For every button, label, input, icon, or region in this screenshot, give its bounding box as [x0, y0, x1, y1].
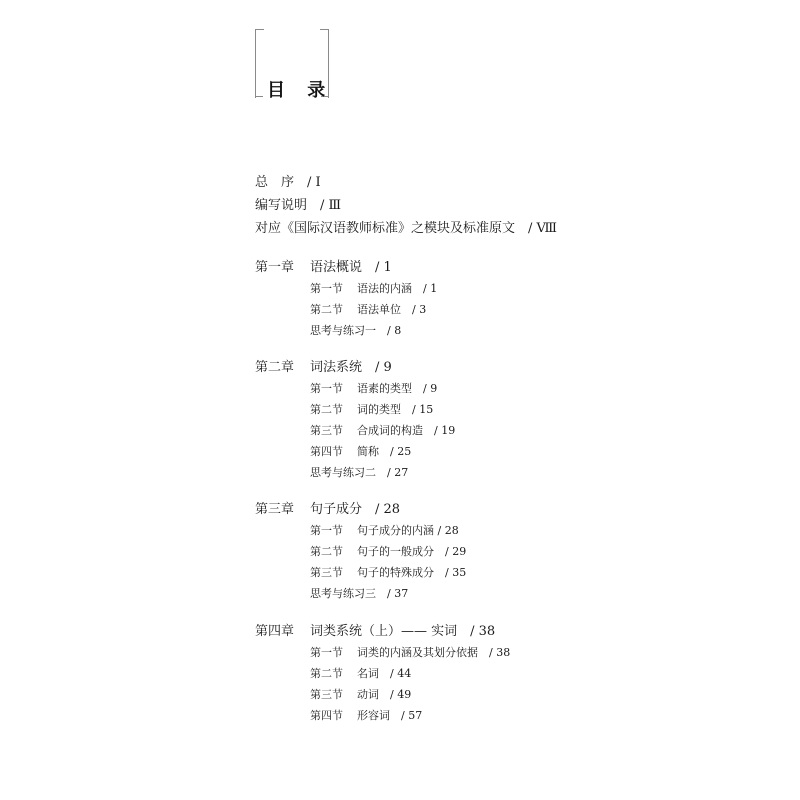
section-entry[interactable]: [310, 546, 466, 557]
section-number: 第三节: [310, 424, 343, 437]
section-number: 第三节: [310, 566, 343, 579]
page-title: 目 录: [267, 80, 334, 101]
section-title: 句子成分的内涵 / 28: [357, 524, 459, 537]
section-number: 第二节: [310, 667, 343, 680]
frame-corner-bottom-left: [255, 96, 263, 97]
section-title: 思考与练习三 / 37: [310, 587, 409, 600]
section-title: 句子的特殊成分 / 35: [357, 566, 467, 579]
section-title: 动词 / 49: [357, 688, 412, 701]
section-title: 词类的内涵及其划分依据 / 38: [357, 646, 511, 659]
section-title: 合成词的构造 / 19: [357, 424, 456, 437]
section-entry[interactable]: [310, 710, 422, 721]
chapter-title: 句子成分 / 28: [310, 502, 401, 517]
front-matter-editorial-notes[interactable]: 编写说明 / Ⅲ: [255, 198, 342, 213]
section-title: 思考与练习二 / 27: [310, 466, 409, 479]
chapter-title: 语法概说 / 1: [310, 260, 392, 275]
section-number: 第二节: [310, 403, 343, 416]
exercise-entry[interactable]: [310, 588, 408, 599]
section-title: 简称 / 25: [357, 445, 412, 458]
section-title: 词的类型 / 15: [357, 403, 434, 416]
exercise-entry[interactable]: [310, 325, 401, 336]
section-entry[interactable]: [310, 647, 510, 658]
section-number: 第三节: [310, 688, 343, 701]
front-matter-standards-mapping[interactable]: 对应《国际汉语教师标准》之模块及标准原文 / Ⅷ: [255, 221, 557, 236]
chapter-title: 词类系统（上）—— 实词 / 38: [310, 624, 496, 639]
section-title: 语法单位 / 3: [357, 303, 427, 316]
section-title: 思考与练习一 / 8: [310, 324, 402, 337]
chapter-title: 词法系统 / 9: [310, 360, 392, 375]
frame-corner-top-left: [255, 29, 264, 98]
chapter-number: 第三章: [255, 502, 295, 517]
chapter-2-entry[interactable]: [255, 361, 392, 374]
section-entry[interactable]: [310, 525, 459, 536]
section-title: 名词 / 44: [357, 667, 412, 680]
chapter-1-entry[interactable]: [255, 261, 392, 274]
front-matter-preface[interactable]: 总 序 / I: [255, 175, 321, 190]
chapter-4-entry[interactable]: [255, 625, 495, 638]
section-number: 第二节: [310, 303, 343, 316]
section-entry[interactable]: [310, 668, 411, 679]
section-title: 语素的类型 / 9: [357, 382, 438, 395]
section-entry[interactable]: [310, 383, 437, 394]
section-entry[interactable]: [310, 567, 466, 578]
section-entry[interactable]: [310, 283, 437, 294]
section-number: 第四节: [310, 445, 343, 458]
chapter-number: 第四章: [255, 624, 295, 639]
chapter-number: 第二章: [255, 360, 295, 375]
section-entry[interactable]: [310, 404, 433, 415]
section-title: 形容词 / 57: [357, 709, 423, 722]
toc-title-frame: [255, 29, 334, 101]
section-number: 第四节: [310, 709, 343, 722]
section-entry[interactable]: [310, 689, 411, 700]
section-number: 第一节: [310, 524, 343, 537]
section-number: 第二节: [310, 545, 343, 558]
section-number: 第一节: [310, 282, 343, 295]
exercise-entry[interactable]: [310, 467, 408, 478]
section-title: 语法的内涵 / 1: [357, 282, 438, 295]
section-title: 句子的一般成分 / 29: [357, 545, 467, 558]
section-entry[interactable]: [310, 304, 426, 315]
section-entry[interactable]: [310, 446, 411, 457]
chapter-number: 第一章: [255, 260, 295, 275]
chapter-3-entry[interactable]: [255, 503, 400, 516]
section-number: 第一节: [310, 646, 343, 659]
section-number: 第一节: [310, 382, 343, 395]
section-entry[interactable]: [310, 425, 455, 436]
